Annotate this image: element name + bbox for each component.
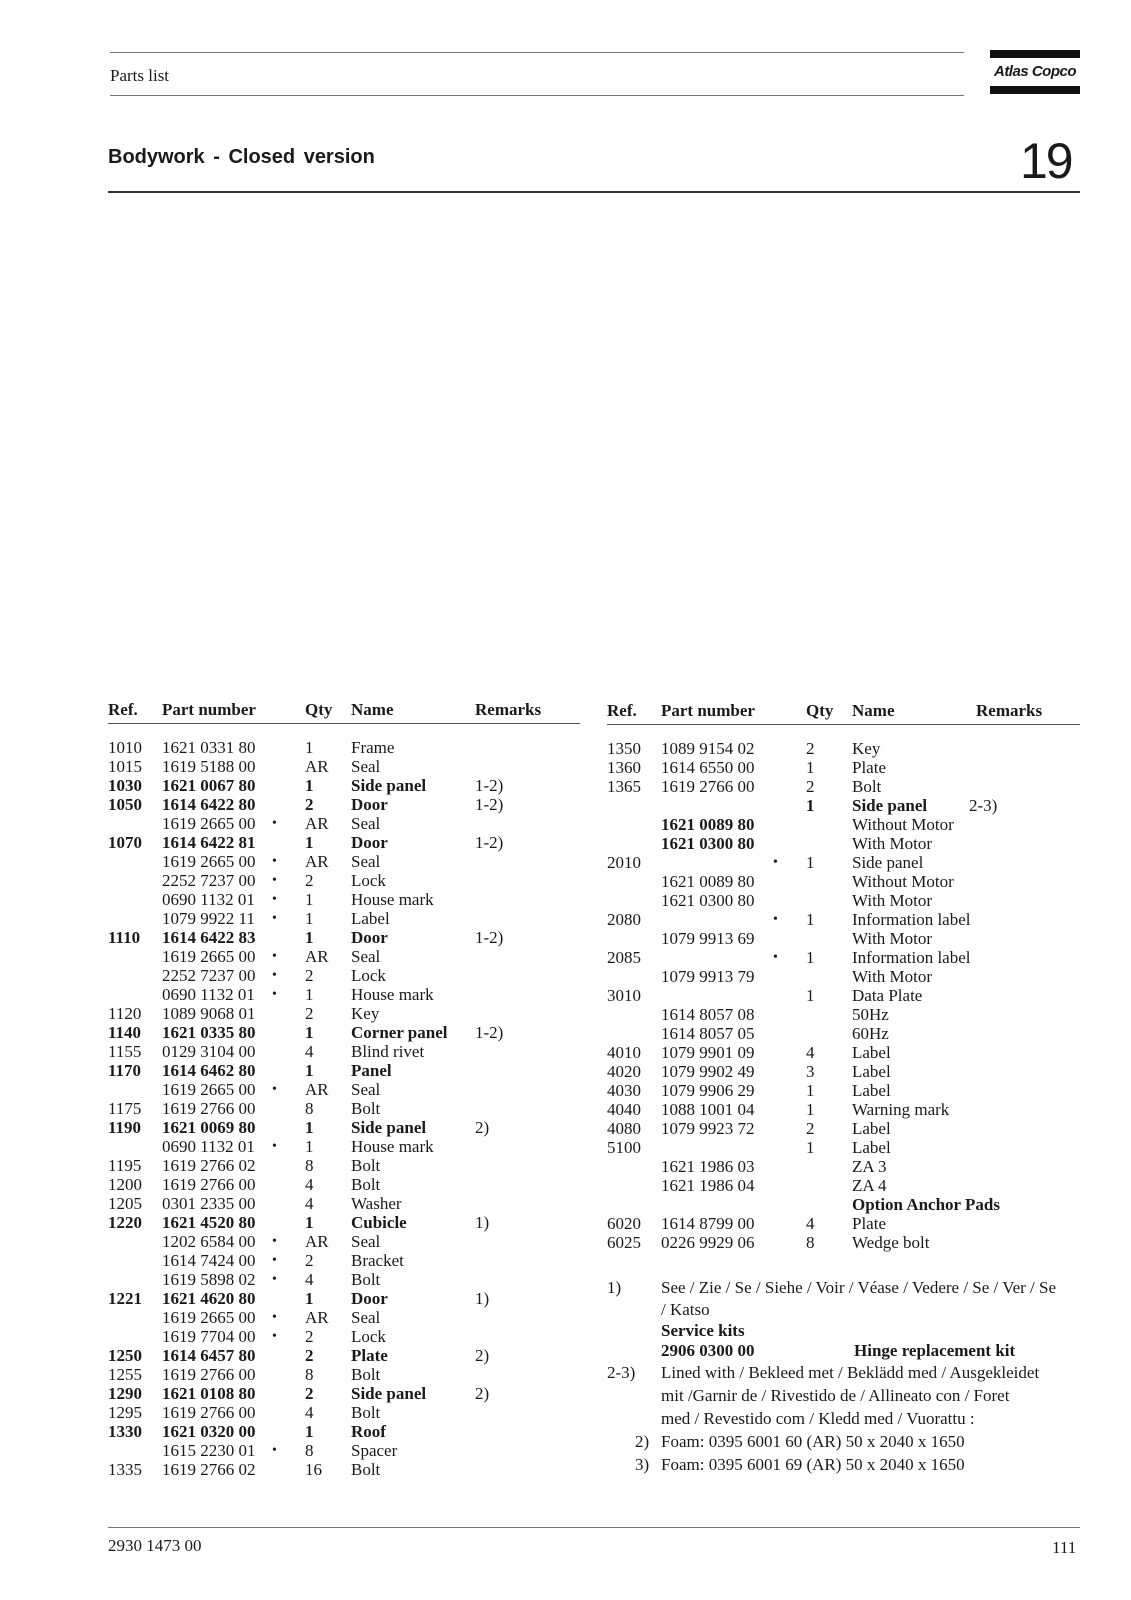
cell-part-number: 1621 0335 80 xyxy=(162,1023,256,1042)
col-name: Name xyxy=(351,700,394,719)
cell-name: Seal xyxy=(351,1308,381,1327)
cell-qty: 2 xyxy=(305,1327,314,1346)
brand-name: Atlas Copco xyxy=(993,63,1076,80)
cell-ref: 1365 xyxy=(607,777,641,796)
cell-part-number: 1619 2665 00 xyxy=(162,852,256,871)
cell-part-number: 1614 8057 05 xyxy=(661,1024,755,1043)
cell-qty: 8 xyxy=(305,1441,314,1460)
cell-name: Side panel xyxy=(351,776,427,795)
cell-part-number: 1614 6422 81 xyxy=(162,833,256,852)
cell-name: Plate xyxy=(351,1346,388,1365)
cell-name: Without Motor xyxy=(852,872,954,891)
cell-qty: 1 xyxy=(806,1138,815,1157)
bullet-icon: • xyxy=(272,1234,277,1249)
cell-part-number: 1621 0067 80 xyxy=(162,776,256,795)
bullet-icon: • xyxy=(272,1272,277,1287)
cell-name: With Motor xyxy=(852,891,933,910)
cell-part-number: 2252 7237 00 xyxy=(162,871,256,890)
cell-name: Frame xyxy=(351,738,395,757)
cell-part-number: 2252 7237 00 xyxy=(162,966,256,985)
cell-qty: 1 xyxy=(806,948,815,967)
cell-ref: 1200 xyxy=(108,1175,142,1194)
cell-part-number: 1621 4620 80 xyxy=(162,1289,256,1308)
cell-name: House mark xyxy=(351,985,434,1004)
cell-ref: 1220 xyxy=(108,1213,142,1232)
cell-ref: 2010 xyxy=(607,853,641,872)
bullet-icon: • xyxy=(272,968,277,983)
cell-qty: 8 xyxy=(305,1099,314,1118)
cell-ref: 1255 xyxy=(108,1365,142,1384)
note-1-text: See / Zie / Se / Siehe / Voir / Véase / Vedere / Se / Ver / Se xyxy=(661,1278,1057,1297)
footer-rule xyxy=(108,1527,1080,1528)
cell-ref: 1221 xyxy=(108,1289,142,1308)
cell-remarks: 2) xyxy=(475,1118,490,1137)
cell-ref: 4020 xyxy=(607,1062,641,1081)
cell-ref: 1190 xyxy=(108,1118,142,1137)
cell-part-number: 1621 0089 80 xyxy=(661,815,755,834)
cell-qty: 4 xyxy=(305,1194,314,1213)
cell-qty: 2 xyxy=(305,795,314,814)
cell-ref: 4030 xyxy=(607,1081,641,1100)
cell-name: Bolt xyxy=(852,777,882,796)
cell-ref: 1015 xyxy=(108,757,142,776)
cell-part-number: 1088 1001 04 xyxy=(661,1100,755,1119)
cell-qty: 4 xyxy=(305,1042,314,1061)
cell-qty: AR xyxy=(305,1232,329,1251)
cell-name: Wedge bolt xyxy=(852,1233,930,1252)
cell-qty: AR xyxy=(305,947,329,966)
table-header-rule xyxy=(607,724,1080,725)
bullet-icon: • xyxy=(272,873,277,888)
cell-ref: 1350 xyxy=(607,739,641,758)
cell-name: 60Hz xyxy=(852,1024,889,1043)
cell-ref: 1030 xyxy=(108,776,142,795)
cell-name: With Motor xyxy=(852,834,933,853)
note-1-text-cont: / Katso xyxy=(661,1300,710,1319)
cell-name: Information label xyxy=(852,910,971,929)
service-kits-heading: Service kits xyxy=(661,1321,745,1340)
note-2-3-text-cont: mit /Garnir de / Rivestido de / Allineato con / Foret xyxy=(661,1386,1010,1405)
bullet-icon: • xyxy=(272,911,277,926)
cell-name: With Motor xyxy=(852,967,933,986)
cell-name: ZA 4 xyxy=(852,1176,887,1195)
page-number: 111 xyxy=(1052,1538,1077,1557)
cell-ref: 5100 xyxy=(607,1138,641,1157)
bullet-icon: • xyxy=(272,1253,277,1268)
cell-part-number: 1619 2665 00 xyxy=(162,1080,256,1099)
cell-qty: 2 xyxy=(305,966,314,985)
cell-part-number: 1079 9906 29 xyxy=(661,1081,755,1100)
note-3-text: Foam: 0395 6001 69 (AR) 50 x 2040 x 1650 xyxy=(661,1455,965,1474)
cell-part-number: 1621 0331 80 xyxy=(162,738,256,757)
cell-name: Seal xyxy=(351,852,381,871)
cell-name: Door xyxy=(351,833,388,852)
cell-part-number: 1619 2665 00 xyxy=(162,1308,256,1327)
cell-part-number: 1619 5898 02 xyxy=(162,1270,256,1289)
cell-part-number: 1619 2766 00 xyxy=(162,1099,256,1118)
cell-ref: 2080 xyxy=(607,910,641,929)
bullet-icon: • xyxy=(773,855,778,870)
cell-qty: 1 xyxy=(806,1100,815,1119)
cell-qty: 1 xyxy=(305,1137,314,1156)
cell-part-number: 1079 9923 72 xyxy=(661,1119,755,1138)
cell-part-number: 1614 8799 00 xyxy=(661,1214,755,1233)
cell-part-number: 1614 6462 80 xyxy=(162,1061,256,1080)
cell-part-number: 1621 0089 80 xyxy=(661,872,755,891)
col-remarks: Remarks xyxy=(976,701,1043,720)
cell-name: Bracket xyxy=(351,1251,404,1270)
cell-name: Bolt xyxy=(351,1175,381,1194)
cell-name: Information label xyxy=(852,948,971,967)
cell-part-number: 1619 2665 00 xyxy=(162,814,256,833)
cell-ref: 6025 xyxy=(607,1233,641,1252)
cell-part-number: 0301 2335 00 xyxy=(162,1194,256,1213)
cell-name: Seal xyxy=(351,1080,381,1099)
bullet-icon: • xyxy=(272,816,277,831)
cell-qty: AR xyxy=(305,814,329,833)
cell-ref: 1140 xyxy=(108,1023,142,1042)
cell-name: Side panel xyxy=(351,1384,427,1403)
cell-remarks: 1) xyxy=(475,1213,490,1232)
cell-qty: 2 xyxy=(305,871,314,890)
cell-part-number: 1619 5188 00 xyxy=(162,757,256,776)
cell-part-number: 1079 9901 09 xyxy=(661,1043,755,1062)
document-number: 2930 1473 00 xyxy=(108,1536,202,1555)
cell-name: Side panel xyxy=(852,796,928,815)
cell-part-number: 1621 0300 80 xyxy=(661,891,755,910)
cell-name: Bolt xyxy=(351,1403,381,1422)
cell-qty: AR xyxy=(305,757,329,776)
cell-qty: 1 xyxy=(305,1118,314,1137)
cell-remarks: 1-2) xyxy=(475,833,504,852)
cell-name: Panel xyxy=(351,1061,392,1080)
bullet-icon: • xyxy=(272,987,277,1002)
bullet-icon: • xyxy=(272,892,277,907)
cell-ref: 1290 xyxy=(108,1384,142,1403)
bullet-icon: • xyxy=(272,1139,277,1154)
cell-ref: 2085 xyxy=(607,948,641,967)
cell-qty: 2 xyxy=(806,777,815,796)
atlas-copco-logo xyxy=(990,50,1080,94)
cell-name: Door xyxy=(351,1289,388,1308)
cell-qty: 2 xyxy=(305,1384,314,1403)
cell-qty: AR xyxy=(305,1080,329,1099)
bullet-icon: • xyxy=(272,854,277,869)
cell-part-number: 1619 2766 00 xyxy=(162,1403,256,1422)
cell-qty: 2 xyxy=(305,1004,314,1023)
cell-part-number: 1621 0069 80 xyxy=(162,1118,256,1137)
cell-part-number: 1614 7424 00 xyxy=(162,1251,256,1270)
cell-part-number: 1621 0108 80 xyxy=(162,1384,256,1403)
cell-qty: 2 xyxy=(305,1251,314,1270)
note-2-3-label: 2-3) xyxy=(607,1363,636,1382)
header-top-rule xyxy=(110,52,964,53)
cell-part-number: 1614 6422 83 xyxy=(162,928,256,947)
cell-ref: 1335 xyxy=(108,1460,142,1479)
note-2-label: 2) xyxy=(635,1432,650,1451)
cell-ref: 1330 xyxy=(108,1422,142,1441)
cell-part-number: 1614 8057 08 xyxy=(661,1005,755,1024)
cell-part-number: 0690 1132 01 xyxy=(162,890,255,909)
cell-part-number: 1614 6457 80 xyxy=(162,1346,256,1365)
bullet-icon: • xyxy=(272,1329,277,1344)
cell-qty: 1 xyxy=(305,1213,314,1232)
cell-part-number: 1619 2766 00 xyxy=(661,777,755,796)
cell-part-number: 0690 1132 01 xyxy=(162,1137,255,1156)
cell-qty: 1 xyxy=(305,985,314,1004)
cell-part-number: 0129 3104 00 xyxy=(162,1042,256,1061)
cell-name: Blind rivet xyxy=(351,1042,425,1061)
cell-qty: 4 xyxy=(305,1403,314,1422)
cell-ref: 1120 xyxy=(108,1004,142,1023)
cell-ref: 1205 xyxy=(108,1194,142,1213)
cell-part-number: 1079 9922 11 xyxy=(162,909,255,928)
table-header-rule xyxy=(108,723,580,724)
cell-ref: 1110 xyxy=(108,928,141,947)
cell-qty: 1 xyxy=(806,1081,815,1100)
cell-name: Lock xyxy=(351,1327,386,1346)
bullet-icon: • xyxy=(272,949,277,964)
cell-name: Side panel xyxy=(852,853,924,872)
cell-name: Plate xyxy=(852,758,886,777)
cell-name: ZA 3 xyxy=(852,1157,887,1176)
col-remarks: Remarks xyxy=(475,700,542,719)
cell-ref: 1360 xyxy=(607,758,641,777)
col-ref: Ref. xyxy=(108,700,138,719)
cell-part-number: 1621 0300 80 xyxy=(661,834,755,853)
cell-name: Label xyxy=(852,1138,891,1157)
cell-name: Bolt xyxy=(351,1365,381,1384)
cell-name: Door xyxy=(351,795,388,814)
page-title: Bodywork - Closed version xyxy=(108,146,375,168)
cell-name: Seal xyxy=(351,947,381,966)
cell-ref: 1175 xyxy=(108,1099,142,1118)
col-name: Name xyxy=(852,701,895,720)
cell-name: Plate xyxy=(852,1214,886,1233)
cell-name: Seal xyxy=(351,757,381,776)
cell-remarks: 1-2) xyxy=(475,1023,504,1042)
cell-name: Bolt xyxy=(351,1270,381,1289)
cell-remarks: 1-2) xyxy=(475,795,504,814)
cell-name: Bolt xyxy=(351,1460,381,1479)
cell-name: Key xyxy=(852,739,881,758)
cell-name: Cubicle xyxy=(351,1213,407,1232)
note-2-3-text: Lined with / Bekleed met / Beklädd med / Ausgekleidet xyxy=(661,1363,1040,1382)
bullet-icon: • xyxy=(773,912,778,927)
cell-remarks: 1) xyxy=(475,1289,490,1308)
cell-name: Label xyxy=(852,1119,891,1138)
cell-qty: AR xyxy=(305,852,329,871)
note-2-text: Foam: 0395 6001 60 (AR) 50 x 2040 x 1650 xyxy=(661,1432,965,1451)
cell-name: Option Anchor Pads xyxy=(852,1195,1001,1214)
cell-name: Roof xyxy=(351,1422,386,1441)
cell-qty: 1 xyxy=(305,928,314,947)
cell-qty: 4 xyxy=(806,1043,815,1062)
cell-ref: 1010 xyxy=(108,738,142,757)
cell-name: Label xyxy=(852,1062,891,1081)
cell-part-number: 1619 2766 02 xyxy=(162,1156,256,1175)
note-1-label: 1) xyxy=(607,1278,622,1297)
cell-qty: 2 xyxy=(806,1119,815,1138)
cell-qty: 2 xyxy=(806,739,815,758)
cell-qty: 3 xyxy=(806,1062,815,1081)
cell-part-number: 1621 1986 04 xyxy=(661,1176,755,1195)
cell-ref: 1170 xyxy=(108,1061,142,1080)
cell-qty: 1 xyxy=(305,890,314,909)
cell-remarks: 2-3) xyxy=(969,796,998,815)
col-part-number: Part number xyxy=(661,701,755,720)
cell-qty: AR xyxy=(305,1308,329,1327)
cell-name: House mark xyxy=(351,890,434,909)
cell-ref: 4080 xyxy=(607,1119,641,1138)
cell-ref: 1070 xyxy=(108,833,142,852)
col-ref: Ref. xyxy=(607,701,637,720)
cell-ref: 1250 xyxy=(108,1346,142,1365)
cell-remarks: 2) xyxy=(475,1346,490,1365)
cell-name: Label xyxy=(351,909,390,928)
cell-ref: 1155 xyxy=(108,1042,142,1061)
cell-ref: 3010 xyxy=(607,986,641,1005)
cell-name: Label xyxy=(852,1043,891,1062)
cell-name: Key xyxy=(351,1004,380,1023)
cell-part-number: 1619 2766 00 xyxy=(162,1175,256,1194)
col-qty: Qty xyxy=(305,700,333,719)
cell-qty: 16 xyxy=(305,1460,322,1479)
cell-part-number: 1614 6422 80 xyxy=(162,795,256,814)
cell-ref: 1050 xyxy=(108,795,142,814)
bullet-icon: • xyxy=(272,1082,277,1097)
cell-qty: 1 xyxy=(305,776,314,795)
cell-qty: 1 xyxy=(305,1422,314,1441)
cell-part-number: 1621 4520 80 xyxy=(162,1213,256,1232)
cell-qty: 1 xyxy=(806,910,815,929)
kit-name: Hinge replacement kit xyxy=(854,1341,1016,1360)
col-part-number: Part number xyxy=(162,700,256,719)
cell-ref: 1195 xyxy=(108,1156,142,1175)
cell-name: Seal xyxy=(351,814,381,833)
cell-part-number: 1621 0320 00 xyxy=(162,1422,256,1441)
cell-qty: 1 xyxy=(305,1061,314,1080)
footnotes xyxy=(607,1277,1080,1477)
cell-part-number: 1079 9902 49 xyxy=(661,1062,755,1081)
cell-qty: 1 xyxy=(806,796,815,815)
cell-part-number: 1619 2766 00 xyxy=(162,1365,256,1384)
cell-qty: 8 xyxy=(806,1233,815,1252)
note-3-label: 3) xyxy=(635,1455,650,1474)
cell-qty: 4 xyxy=(806,1214,815,1233)
cell-name: Corner panel xyxy=(351,1023,448,1042)
cell-ref: 4040 xyxy=(607,1100,641,1119)
cell-name: House mark xyxy=(351,1137,434,1156)
bullet-icon: • xyxy=(272,1310,277,1325)
cell-qty: 1 xyxy=(305,1023,314,1042)
cell-name: Lock xyxy=(351,966,386,985)
cell-qty: 8 xyxy=(305,1365,314,1384)
cell-qty: 2 xyxy=(305,1346,314,1365)
cell-ref: 1295 xyxy=(108,1403,142,1422)
cell-name: Washer xyxy=(351,1194,402,1213)
cell-name: Data Plate xyxy=(852,986,923,1005)
cell-name: Label xyxy=(852,1081,891,1100)
col-qty: Qty xyxy=(806,701,834,720)
cell-name: Seal xyxy=(351,1232,381,1251)
cell-qty: 1 xyxy=(305,1289,314,1308)
cell-part-number: 1619 2766 02 xyxy=(162,1460,256,1479)
cell-part-number: 1089 9154 02 xyxy=(661,739,755,758)
cell-name: Bolt xyxy=(351,1099,381,1118)
cell-part-number: 1089 9068 01 xyxy=(162,1004,256,1023)
cell-name: Bolt xyxy=(351,1156,381,1175)
header-bottom-rule xyxy=(110,95,964,96)
bullet-icon: • xyxy=(773,950,778,965)
cell-part-number: 1079 9913 69 xyxy=(661,929,755,948)
cell-name: Door xyxy=(351,928,388,947)
section-label: Parts list xyxy=(110,66,170,85)
cell-qty: 1 xyxy=(806,986,815,1005)
bullet-icon: • xyxy=(272,1443,277,1458)
cell-part-number: 1619 7704 00 xyxy=(162,1327,256,1346)
cell-qty: 4 xyxy=(305,1270,314,1289)
cell-remarks: 1-2) xyxy=(475,928,504,947)
cell-remarks: 1-2) xyxy=(475,776,504,795)
cell-part-number: 1621 1986 03 xyxy=(661,1157,755,1176)
cell-part-number: 1619 2665 00 xyxy=(162,947,256,966)
cell-part-number: 1614 6550 00 xyxy=(661,758,755,777)
cell-qty: 1 xyxy=(305,909,314,928)
cell-part-number: 1615 2230 01 xyxy=(162,1441,256,1460)
cell-ref: 6020 xyxy=(607,1214,641,1233)
cell-qty: 1 xyxy=(305,833,314,852)
cell-ref: 4010 xyxy=(607,1043,641,1062)
kit-part-number: 2906 0300 00 xyxy=(661,1341,755,1360)
cell-name: Side panel xyxy=(351,1118,427,1137)
cell-part-number: 0226 9929 06 xyxy=(661,1233,755,1252)
cell-name: Lock xyxy=(351,871,386,890)
cell-part-number: 0690 1132 01 xyxy=(162,985,255,1004)
cell-name: Spacer xyxy=(351,1441,398,1460)
cell-qty: 4 xyxy=(305,1175,314,1194)
cell-qty: 1 xyxy=(305,738,314,757)
cell-name: Without Motor xyxy=(852,815,954,834)
cell-name: 50Hz xyxy=(852,1005,889,1024)
cell-part-number: 1079 9913 79 xyxy=(661,967,755,986)
cell-qty: 1 xyxy=(806,758,815,777)
cell-remarks: 2) xyxy=(475,1384,490,1403)
cell-name: Warning mark xyxy=(852,1100,950,1119)
cell-name: With Motor xyxy=(852,929,933,948)
cell-part-number: 1202 6584 00 xyxy=(162,1232,256,1251)
title-rule xyxy=(108,191,1080,193)
cell-qty: 8 xyxy=(305,1156,314,1175)
section-number: 19 xyxy=(1020,133,1072,189)
note-2-3-text-cont2: med / Revestido com / Kledd med / Vuorattu : xyxy=(661,1409,975,1428)
cell-qty: 1 xyxy=(806,853,815,872)
